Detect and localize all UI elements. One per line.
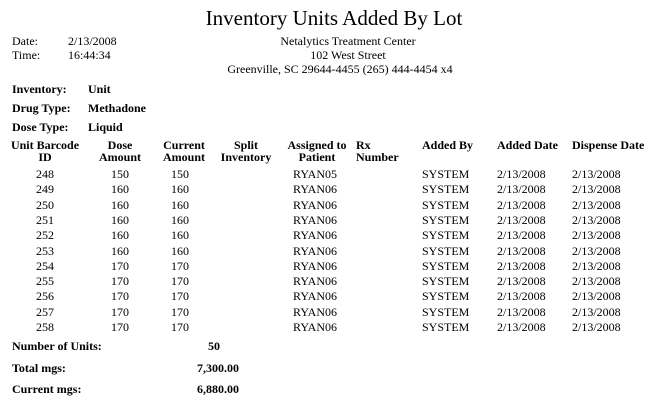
cell-current-amount: 160 xyxy=(171,212,189,227)
col-header-line1: Dose xyxy=(107,138,133,152)
summary-units-label: Number of Units: xyxy=(12,339,102,353)
col-header-dose-amount xyxy=(90,139,150,163)
cell-added-by: SYSTEM xyxy=(422,212,470,227)
cell-assigned-patient: RYAN06 xyxy=(292,289,337,304)
time-value: 16:44:34 xyxy=(68,48,111,62)
cell-unit-id: 249 xyxy=(36,182,54,197)
cell-added-by: SYSTEM xyxy=(422,258,470,273)
cell-added-by: SYSTEM xyxy=(422,167,470,181)
cell-dose-amount: 160 xyxy=(111,228,129,243)
cell-dispense-date: 2/13/2008 xyxy=(572,228,621,243)
cell-current-amount: 160 xyxy=(171,182,189,197)
cell-added-by: SYSTEM xyxy=(422,228,470,243)
cell-current-amount: 170 xyxy=(171,304,189,319)
cell-assigned-patient: RYAN06 xyxy=(292,197,337,212)
time-label: Time: xyxy=(12,48,41,62)
cell-dispense-date: 2/13/2008 xyxy=(572,197,621,212)
filter-inventory-label: Inventory: xyxy=(12,82,67,96)
col-header-line2: Amount xyxy=(162,150,205,164)
cell-current-amount: 160 xyxy=(171,197,189,212)
cell-added-date: 2/13/2008 xyxy=(497,167,546,181)
cell-unit-id: 253 xyxy=(36,243,54,258)
table-row xyxy=(0,167,668,182)
cell-unit-id: 258 xyxy=(36,320,54,334)
org-city-phone: Greenville, SC 29644-4455 (265) 444-4454 x4 xyxy=(227,62,453,76)
cell-unit-id: 254 xyxy=(36,258,54,273)
date-label: Date: xyxy=(12,34,38,48)
summary-total-mgs-label: Total mgs: xyxy=(12,361,66,375)
cell-added-by: SYSTEM xyxy=(422,320,470,334)
col-header-unit-id xyxy=(10,139,80,163)
table-row xyxy=(0,213,668,228)
col-header-line2: Amount xyxy=(98,150,141,164)
table-row xyxy=(0,228,668,243)
cell-current-amount: 170 xyxy=(171,289,189,304)
col-header-added-date: Added Date xyxy=(497,138,559,152)
col-header-split-inventory xyxy=(216,139,276,163)
cell-dispense-date: 2/13/2008 xyxy=(572,258,621,273)
cell-dispense-date: 2/13/2008 xyxy=(572,289,621,304)
cell-unit-id: 257 xyxy=(36,304,54,319)
cell-assigned-patient: RYAN06 xyxy=(292,258,337,273)
col-header-line2: Inventory xyxy=(220,150,272,164)
cell-added-date: 2/13/2008 xyxy=(497,228,546,243)
cell-assigned-patient: RYAN06 xyxy=(292,212,337,227)
report-title: Inventory Units Added By Lot xyxy=(205,6,463,30)
cell-added-date: 2/13/2008 xyxy=(497,258,546,273)
cell-added-date: 2/13/2008 xyxy=(497,289,546,304)
cell-dispense-date: 2/13/2008 xyxy=(572,304,621,319)
table-row xyxy=(0,182,668,197)
col-header-line1: Split xyxy=(233,138,258,152)
table-row xyxy=(0,305,668,320)
table-row xyxy=(0,244,668,259)
cell-dispense-date: 2/13/2008 xyxy=(572,212,621,227)
cell-unit-id: 250 xyxy=(36,197,54,212)
col-header-line1: Unit Barcode xyxy=(10,138,80,152)
cell-assigned-patient: RYAN06 xyxy=(292,274,337,289)
cell-current-amount: 160 xyxy=(171,243,189,258)
cell-dose-amount: 160 xyxy=(111,243,129,258)
table-row xyxy=(0,259,668,274)
col-header-rx-number xyxy=(356,139,406,163)
col-header-line1: Current xyxy=(163,138,205,152)
cell-dose-amount: 170 xyxy=(111,289,129,304)
cell-added-date: 2/13/2008 xyxy=(497,197,546,212)
col-header-assigned-patient xyxy=(282,139,352,163)
filter-dose-type-label: Dose Type: xyxy=(12,120,69,134)
cell-dispense-date: 2/13/2008 xyxy=(572,243,621,258)
filter-drug-type-value: Methadone xyxy=(88,101,146,115)
cell-unit-id: 248 xyxy=(36,167,54,181)
cell-assigned-patient: RYAN06 xyxy=(292,304,337,319)
cell-added-by: SYSTEM xyxy=(422,182,470,197)
cell-assigned-patient: RYAN06 xyxy=(292,182,337,197)
cell-dose-amount: 170 xyxy=(111,274,129,289)
cell-added-date: 2/13/2008 xyxy=(497,274,546,289)
cell-current-amount: 170 xyxy=(171,258,189,273)
cell-added-by: SYSTEM xyxy=(422,243,470,258)
org-street: 102 West Street xyxy=(310,48,386,62)
col-header-line1: Rx xyxy=(356,138,371,152)
cell-unit-id: 256 xyxy=(36,289,54,304)
filter-dose-type-value: Liquid xyxy=(88,120,123,134)
col-header-dispense-date: Dispense Date xyxy=(572,138,645,152)
cell-current-amount: 160 xyxy=(171,228,189,243)
cell-assigned-patient: RYAN05 xyxy=(292,167,337,181)
cell-assigned-patient: RYAN06 xyxy=(292,243,337,258)
cell-dose-amount: 160 xyxy=(111,182,129,197)
cell-dose-amount: 160 xyxy=(111,212,129,227)
cell-unit-id: 252 xyxy=(36,228,54,243)
cell-added-by: SYSTEM xyxy=(422,197,470,212)
cell-assigned-patient: RYAN06 xyxy=(292,320,337,334)
cell-dose-amount: 160 xyxy=(111,197,129,212)
filter-inventory-value: Unit xyxy=(88,82,111,96)
date-value: 2/13/2008 xyxy=(68,34,117,48)
cell-current-amount: 170 xyxy=(171,274,189,289)
table-row xyxy=(0,320,668,335)
cell-added-date: 2/13/2008 xyxy=(497,182,546,197)
cell-dose-amount: 170 xyxy=(111,304,129,319)
col-header-line1: Assigned to xyxy=(287,138,347,152)
col-header-line2: Number xyxy=(356,150,399,164)
col-header-line2: ID xyxy=(38,150,52,164)
cell-added-by: SYSTEM xyxy=(422,304,470,319)
cell-added-by: SYSTEM xyxy=(422,274,470,289)
cell-added-by: SYSTEM xyxy=(422,289,470,304)
cell-dose-amount: 170 xyxy=(111,320,129,334)
summary-current-mgs-label: Current mgs: xyxy=(12,382,82,396)
summary-units-value: 50 xyxy=(208,339,220,353)
col-header-line2: Patient xyxy=(298,150,336,164)
cell-dispense-date: 2/13/2008 xyxy=(572,167,621,181)
org-name: Netalytics Treatment Center xyxy=(280,34,416,48)
cell-assigned-patient: RYAN06 xyxy=(292,228,337,243)
cell-unit-id: 255 xyxy=(36,274,54,289)
cell-dose-amount: 150 xyxy=(111,167,129,181)
cell-added-date: 2/13/2008 xyxy=(497,212,546,227)
col-header-added-by: Added By xyxy=(422,138,474,152)
summary-current-mgs-value: 6,880.00 xyxy=(197,382,239,396)
cell-dispense-date: 2/13/2008 xyxy=(572,182,621,197)
summary-total-mgs-value: 7,300.00 xyxy=(197,361,239,375)
cell-dose-amount: 170 xyxy=(111,258,129,273)
cell-current-amount: 150 xyxy=(171,167,189,181)
cell-added-date: 2/13/2008 xyxy=(497,320,546,334)
table-row xyxy=(0,274,668,289)
cell-dispense-date: 2/13/2008 xyxy=(572,274,621,289)
col-header-current-amount xyxy=(154,139,214,163)
filter-drug-type-label: Drug Type: xyxy=(12,101,71,115)
cell-unit-id: 251 xyxy=(36,212,54,227)
cell-dispense-date: 2/13/2008 xyxy=(572,320,621,334)
table-row xyxy=(0,198,668,213)
cell-current-amount: 170 xyxy=(171,320,189,334)
table-row xyxy=(0,289,668,304)
cell-added-date: 2/13/2008 xyxy=(497,304,546,319)
cell-added-date: 2/13/2008 xyxy=(497,243,546,258)
